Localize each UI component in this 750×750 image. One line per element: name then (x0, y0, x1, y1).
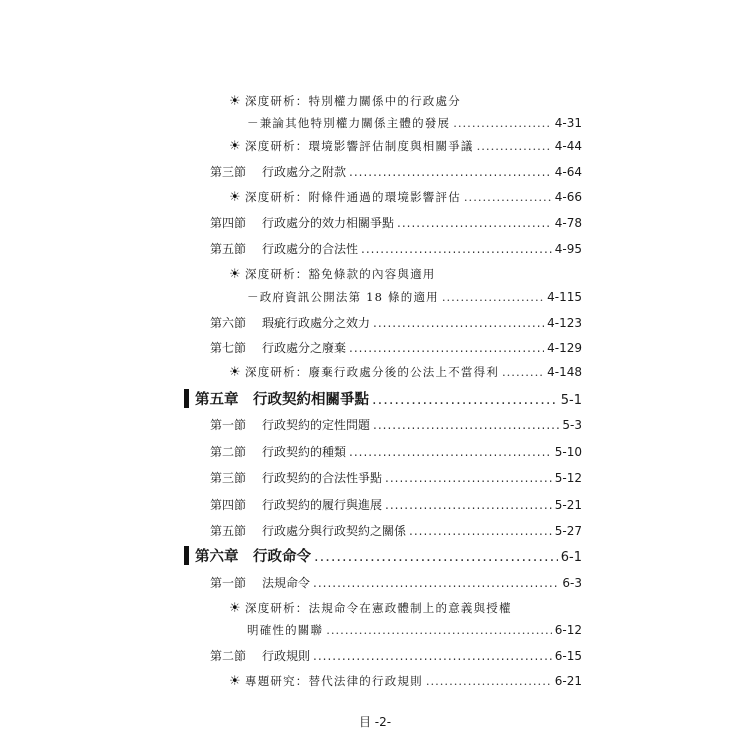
deep-study-5[interactable]: ☀ 深度研析：廢棄行政處分後的公法上不當得利 ..... 4-148 (229, 364, 582, 380)
leader-dots (453, 116, 552, 130)
deep-study-2[interactable]: ☀ 深度研析：環境影響評估制度與相關爭議 ..... 4-44 (229, 138, 582, 154)
deep-study-1-line1: ☀ 深度研析：特別權力關係中的行政處分 (229, 94, 461, 109)
leader-dots (502, 365, 544, 379)
section-4[interactable]: 第四節 行政處分的效力相關爭點 ..... 4-78 (210, 214, 582, 231)
chapter-5-section-4[interactable]: 第四節 行政契約的履行與進展 ..... 5-21 (210, 496, 582, 513)
chapter-5-section-3[interactable]: 第三節 行政契約的合法性爭點 ..... 5-12 (210, 469, 582, 486)
sun-icon: ☀ (229, 190, 242, 205)
leader-dots (464, 190, 552, 204)
sun-icon: ☀ (229, 365, 242, 380)
page-footer: 目 -2- (358, 715, 392, 729)
leader-dots (477, 139, 552, 153)
leader-dots (349, 341, 544, 355)
sun-icon: ☀ (229, 674, 242, 689)
leader-dots (372, 392, 558, 408)
deep-study-4-line2[interactable]: －政府資訊公開法第 18 條的適用 ..... 4-115 (247, 289, 582, 305)
leader-dots (361, 242, 552, 256)
sun-icon: ☀ (229, 139, 242, 154)
leader-dots (385, 498, 552, 512)
leader-dots (373, 316, 544, 330)
deep-study-3[interactable]: ☀ 深度研析：附條件通過的環境影響評估 ..... 4-66 (229, 189, 582, 205)
special-study-7[interactable]: ☀ 專題研究：替代法律的行政規則 ..... 6-21 (229, 673, 582, 689)
deep-study-6-line2[interactable]: 明確性的關聯 ..... 6-12 (247, 622, 582, 638)
sun-icon: ☀ (229, 94, 242, 109)
section-5[interactable]: 第五節 行政處分的合法性 ..... 4-95 (210, 240, 582, 257)
leader-dots (442, 290, 544, 304)
leader-dots (373, 418, 559, 432)
chapter-marker (184, 389, 189, 408)
leader-dots (349, 445, 552, 459)
chapter-5-section-5[interactable]: 第五節 行政處分與行政契約之關係 ..... 5-27 (210, 522, 582, 539)
leader-dots (314, 549, 558, 565)
deep-study-1-line2[interactable]: －兼論其他特別權力關係主體的發展 ..... 4-31 (247, 115, 582, 131)
leader-dots (313, 649, 552, 663)
sun-icon: ☀ (229, 267, 242, 282)
leader-dots (349, 165, 552, 179)
leader-dots (409, 524, 552, 538)
deep-study-4-line1: ☀ 深度研析：豁免條款的內容與適用 (229, 267, 436, 282)
leader-dots (326, 623, 552, 637)
section-3[interactable]: 第三節 行政處分之附款 ..... 4-64 (210, 163, 582, 180)
chapter-5-section-2[interactable]: 第二節 行政契約的種類 ..... 5-10 (210, 443, 582, 460)
sun-icon: ☀ (229, 601, 242, 616)
chapter-marker (184, 546, 189, 565)
chapter-5[interactable]: 第五章 行政契約相關爭點 ..... 5-1 (184, 388, 582, 409)
leader-dots (397, 216, 552, 230)
section-7[interactable]: 第七節 行政處分之廢棄 ..... 4-129 (210, 339, 582, 356)
chapter-6-section-1[interactable]: 第一節 法規命令 ..... 6-3 (210, 574, 582, 591)
chapter-6[interactable]: 第六章 行政命令 ..... 6-1 (184, 545, 582, 566)
chapter-5-section-1[interactable]: 第一節 行政契約的定性問題 ..... 5-3 (210, 416, 582, 433)
deep-study-6-line1: ☀ 深度研析：法規命令在憲政體制上的意義與授權 (229, 601, 512, 616)
leader-dots (385, 471, 552, 485)
leader-dots (313, 576, 559, 590)
section-6[interactable]: 第六節 瑕疵行政處分之效力 ..... 4-123 (210, 314, 582, 331)
leader-dots (426, 674, 552, 688)
chapter-6-section-2[interactable]: 第二節 行政規則 ..... 6-15 (210, 647, 582, 664)
